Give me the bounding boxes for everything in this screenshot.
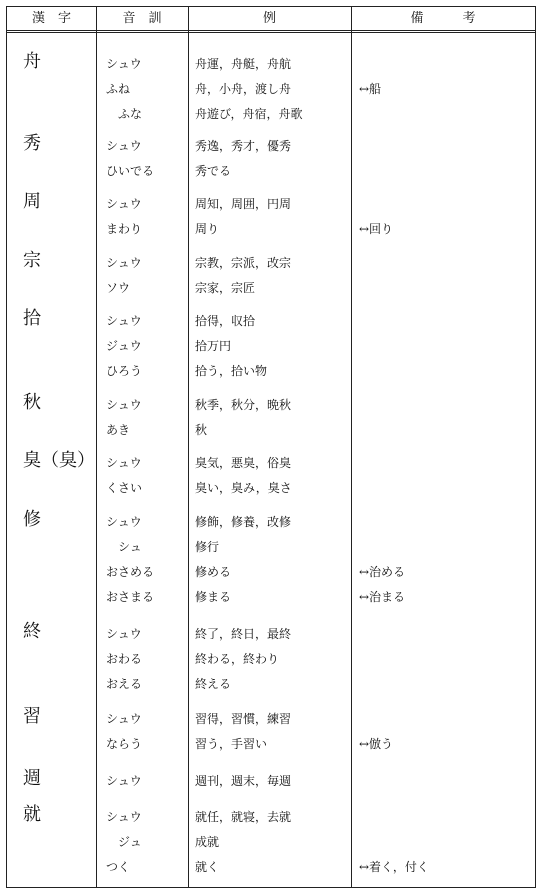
- example-cell: 習う，手習い: [195, 737, 268, 751]
- reading-cell: ジュウ: [106, 339, 142, 353]
- reading-cell: おえる: [106, 677, 143, 691]
- example-cell: 秀逸，秀才，優秀: [195, 139, 292, 153]
- kanji-cell: 臭（臭）: [23, 450, 95, 471]
- kanji-cell: 宗: [23, 250, 41, 271]
- example-cell: 習得，習慣，練習: [195, 712, 292, 726]
- kanji-cell: 周: [23, 191, 41, 212]
- reading-cell: シュウ: [106, 774, 142, 788]
- column-divider: [188, 7, 189, 887]
- reading-cell: ひろう: [106, 364, 143, 378]
- example-cell: 舟運，舟艇，舟航: [195, 57, 292, 71]
- note-cell: ↔着く，付く: [359, 860, 429, 874]
- reading-cell: シュ: [106, 540, 142, 554]
- reading-cell: ひいでる: [106, 164, 155, 178]
- example-cell: 修める: [195, 565, 232, 579]
- reading-cell: シュウ: [106, 712, 142, 726]
- example-cell: 周り: [195, 222, 220, 236]
- example-cell: 宗教，宗派，改宗: [195, 256, 292, 270]
- kanji-cell: 修: [23, 509, 41, 530]
- table-header: [7, 7, 535, 33]
- example-cell: 修行: [195, 540, 220, 554]
- example-cell: 就任，就寝，去就: [195, 810, 292, 824]
- note-cell: ↔治める: [359, 565, 406, 579]
- example-cell: 秀でる: [195, 164, 232, 178]
- example-cell: 宗家，宗匠: [195, 281, 256, 295]
- kanji-cell: 舟: [23, 51, 41, 72]
- reading-cell: シュウ: [106, 57, 142, 71]
- kanji-cell: 就: [23, 804, 41, 825]
- reading-cell: シュウ: [106, 256, 142, 270]
- example-cell: 秋季，秋分，晩秋: [195, 398, 292, 412]
- kanji-cell: 終: [23, 621, 41, 642]
- reading-cell: おさまる: [106, 590, 155, 604]
- reading-cell: くさい: [106, 481, 143, 495]
- note-cell: ↔回り: [359, 222, 394, 236]
- reading-cell: シュウ: [106, 197, 142, 211]
- reading-cell: ならう: [106, 737, 143, 751]
- note-cell: ↔治まる: [359, 590, 406, 604]
- reading-cell: おわる: [106, 652, 143, 666]
- reading-cell: ふな: [106, 107, 143, 121]
- kanji-cell: 習: [23, 706, 41, 727]
- reading-cell: ふね: [106, 82, 131, 96]
- example-cell: 修飾，修養，改修: [195, 515, 292, 529]
- reading-cell: シュウ: [106, 314, 142, 328]
- kanji-cell: 秀: [23, 133, 41, 154]
- reading-cell: おさめる: [106, 565, 155, 579]
- example-cell: 週刊，週末，毎週: [195, 774, 292, 788]
- note-cell: ↔倣う: [359, 737, 394, 751]
- reading-cell: シュウ: [106, 515, 142, 529]
- reading-cell: ソウ: [106, 281, 131, 295]
- reading-cell: シュウ: [106, 398, 142, 412]
- example-cell: 拾う，拾い物: [195, 364, 268, 378]
- header-note: 備 考: [410, 11, 476, 26]
- reading-cell: シュウ: [106, 456, 142, 470]
- note-cell: ↔船: [359, 82, 382, 96]
- example-cell: 修まる: [195, 590, 232, 604]
- example-cell: 成就: [195, 835, 220, 849]
- column-divider: [96, 7, 97, 887]
- kanji-cell: 週: [23, 768, 41, 789]
- example-cell: 秋: [195, 423, 208, 437]
- example-cell: 終える: [195, 677, 232, 691]
- header-kanji: 漢 字: [31, 11, 71, 26]
- reading-cell: ジュ: [106, 835, 142, 849]
- reading-cell: シュウ: [106, 810, 142, 824]
- example-cell: 臭い，臭み，臭さ: [195, 481, 292, 495]
- reading-cell: あき: [106, 423, 131, 437]
- example-cell: 舟遊び，舟宿，舟歌: [195, 107, 303, 121]
- example-cell: 拾万円: [195, 339, 232, 353]
- reading-cell: シュウ: [106, 627, 142, 641]
- example-cell: 終了，終日，最終: [195, 627, 292, 641]
- reading-cell: まわり: [106, 222, 143, 236]
- column-divider: [351, 7, 352, 887]
- header-reading: 音 訓: [122, 11, 162, 26]
- example-cell: 周知，周囲，円周: [195, 197, 292, 211]
- reading-cell: シュウ: [106, 139, 142, 153]
- header-example: 例: [262, 11, 276, 26]
- reading-cell: つく: [106, 860, 131, 874]
- example-cell: 臭気，悪臭，俗臭: [195, 456, 292, 470]
- example-cell: 終わる，終わり: [195, 652, 280, 666]
- example-cell: 拾得，収拾: [195, 314, 256, 328]
- kanji-reading-table: [6, 6, 536, 888]
- kanji-cell: 秋: [23, 392, 41, 413]
- example-cell: 舟，小舟，渡し舟: [195, 82, 292, 96]
- kanji-cell: 拾: [23, 308, 41, 329]
- example-cell: 就く: [195, 860, 220, 874]
